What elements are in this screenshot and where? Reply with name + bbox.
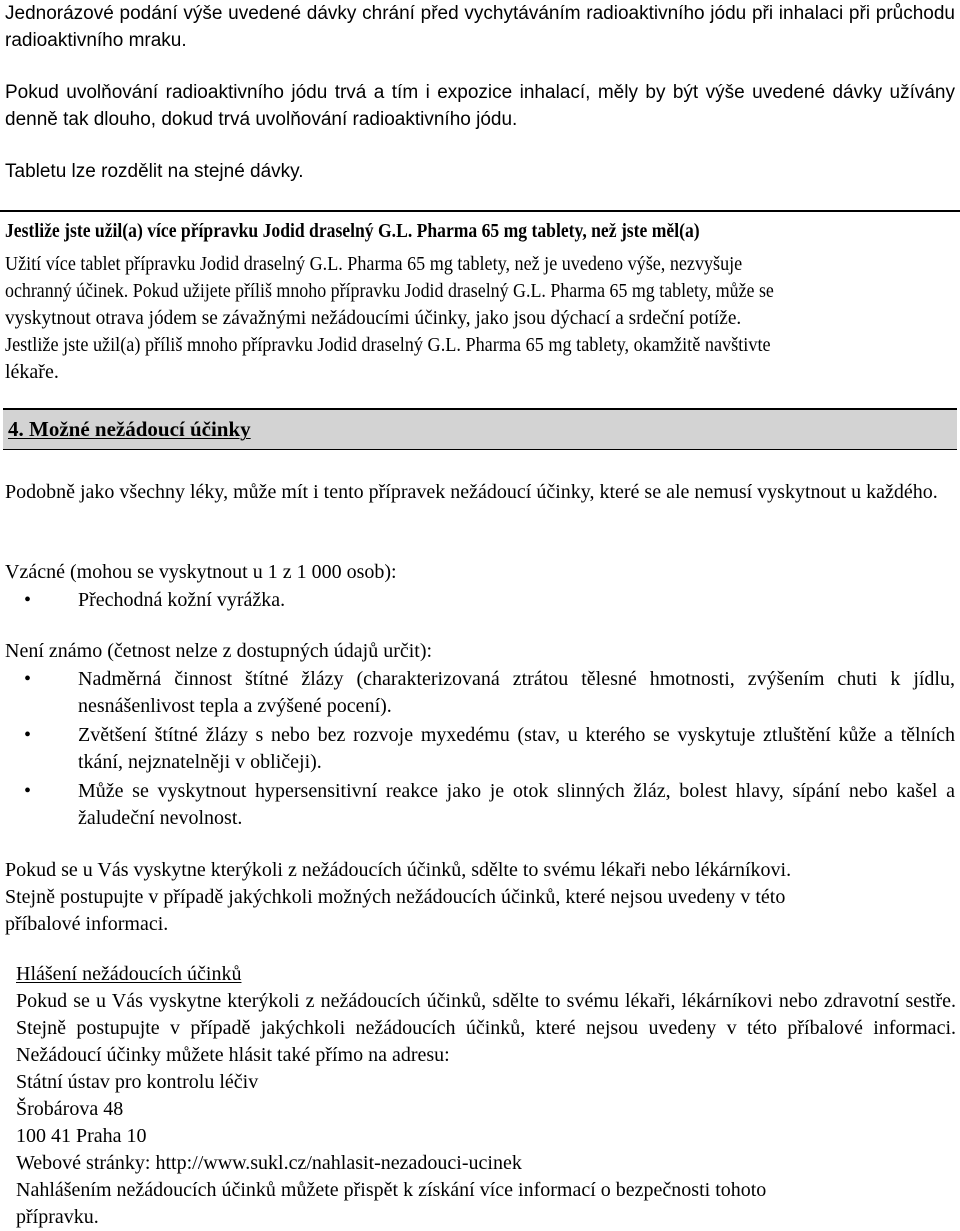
- institution-name: Státní ústav pro kontrolu léčiv: [16, 1071, 259, 1093]
- closing-line: příbalové informaci.: [5, 913, 169, 935]
- rare-effects-list: [0, 587, 955, 614]
- reporting-text: Pokud se u Vás vyskytne kterýkoli z nežádoucích účinků, sdělte to svému lékaři, lékárníkovi nebo zdravotní sestře. Stejně postupujte v případě jakýchkoli nežádoucích účinků, které nejsou uvedeny v této příbalové informaci. Nežádoucí účinky můžete hlásit také přímo na adresu:: [16, 990, 956, 1066]
- reporting-block: [16, 961, 956, 1231]
- section-4-closing: [5, 857, 791, 938]
- list-item: • Nadměrná činnost štítné žlázy (charakterizovaná ztrátou tělesné hmotnosti, zvýšením chuti k jídlu, nesnášenlivost tepla a zvýšené pocení).: [24, 668, 955, 717]
- bullet-icon: •: [24, 589, 32, 611]
- closing-line: Stejně postupujte v případě jakýchkoli možných nežádoucích účinků, které nejsou uvedeny v této: [5, 886, 786, 908]
- reporting-heading: Hlášení nežádoucích účinků: [16, 963, 242, 985]
- unknown-frequency-label: Není známo (četnost nelze z dostupných údajů určit):: [5, 640, 433, 662]
- section-4-header: [3, 408, 957, 450]
- overdose-line: vyskytnout otrava jódem se závažnými nežádoucími účinky, jako jsou dýchací a srdeční potíže.: [5, 307, 742, 329]
- overdose-line: Užití více tablet přípravku Jodid draselný G.L. Pharma 65 mg tablety, než je uvedeno výše, nezvyšuje: [5, 253, 743, 275]
- section-4-title: 4. Možné nežádoucí účinky: [8, 417, 251, 441]
- list-item: • Může se vyskytnout hypersensitivní reakce jako je otok slinných žláz, bolest hlavy, sípání nebo kašel a žaludeční nevolnost.: [24, 780, 955, 829]
- overdose-top-rule: [0, 210, 960, 212]
- overdose-line: Jestliže jste užil(a) příliš mnoho přípravku Jodid draselný G.L. Pharma 65 mg tablety, okamžitě navštivte: [5, 334, 771, 356]
- list-item: • Přechodná kožní vyrážka.: [0, 587, 955, 614]
- closing-line: Pokud se u Vás vyskytne kterýkoli z nežádoucích účinků, sdělte to svému lékaři nebo lékárníkovi.: [5, 859, 792, 881]
- website-link[interactable]: Webové stránky: http://www.sukl.cz/nahlasit-nezadouci-ucinek: [16, 1152, 522, 1174]
- bullet-icon: •: [24, 668, 32, 690]
- list-item: • Zvětšení štítné žlázy s nebo bez rozvoje myxedému (stav, u kterého se vyskytuje ztluštění kůže a tělních tkání, nejznatelněji v obličeji).: [24, 724, 955, 773]
- section-4-intro: Podobně jako všechny léky, může mít i tento přípravek nežádoucí účinky, které se ale nemusí vyskytnout u každého.: [5, 481, 938, 503]
- overdose-line: lékaře.: [5, 361, 59, 383]
- bullet-icon: •: [24, 780, 32, 802]
- overdose-line: ochranný účinek. Pokud užijete příliš mnoho přípravku Jodid draselný G.L. Pharma 65 mg tablety, může se: [5, 280, 774, 302]
- address-city: 100 41 Praha 10: [16, 1125, 147, 1147]
- reporting-closing-line: přípravku.: [16, 1206, 99, 1228]
- unknown-effects-list: [0, 666, 955, 832]
- intro-paragraph-2: Pokud uvolňování radioaktivního jódu trvá a tím i expozice inhalací, měly by být výše uvedené dávky užívány denně tak dlouho, dokud trvá uvolňování radioaktivního jódu.: [5, 82, 955, 130]
- overdose-heading: Jestliže jste užil(a) více přípravku Jodid draselný G.L. Pharma 65 mg tablety, než jste měl(a): [5, 220, 700, 242]
- bullet-icon: •: [24, 724, 32, 746]
- intro-paragraph-3: Tabletu lze rozdělit na stejné dávky.: [5, 161, 304, 182]
- address-street: Šrobárova 48: [16, 1098, 124, 1120]
- rare-frequency-label: Vzácné (mohou se vyskytnout u 1 z 1 000 osob):: [5, 561, 397, 583]
- reporting-closing-line: Nahlášením nežádoucích účinků můžete přispět k získání více informací o bezpečnosti tohoto: [16, 1179, 767, 1201]
- overdose-body: [5, 251, 955, 386]
- intro-paragraph-1: Jednorázové podání výše uvedené dávky chrání před vychytáváním radioaktivního jódu při inhalaci při průchodu radioaktivního mraku.: [5, 3, 955, 51]
